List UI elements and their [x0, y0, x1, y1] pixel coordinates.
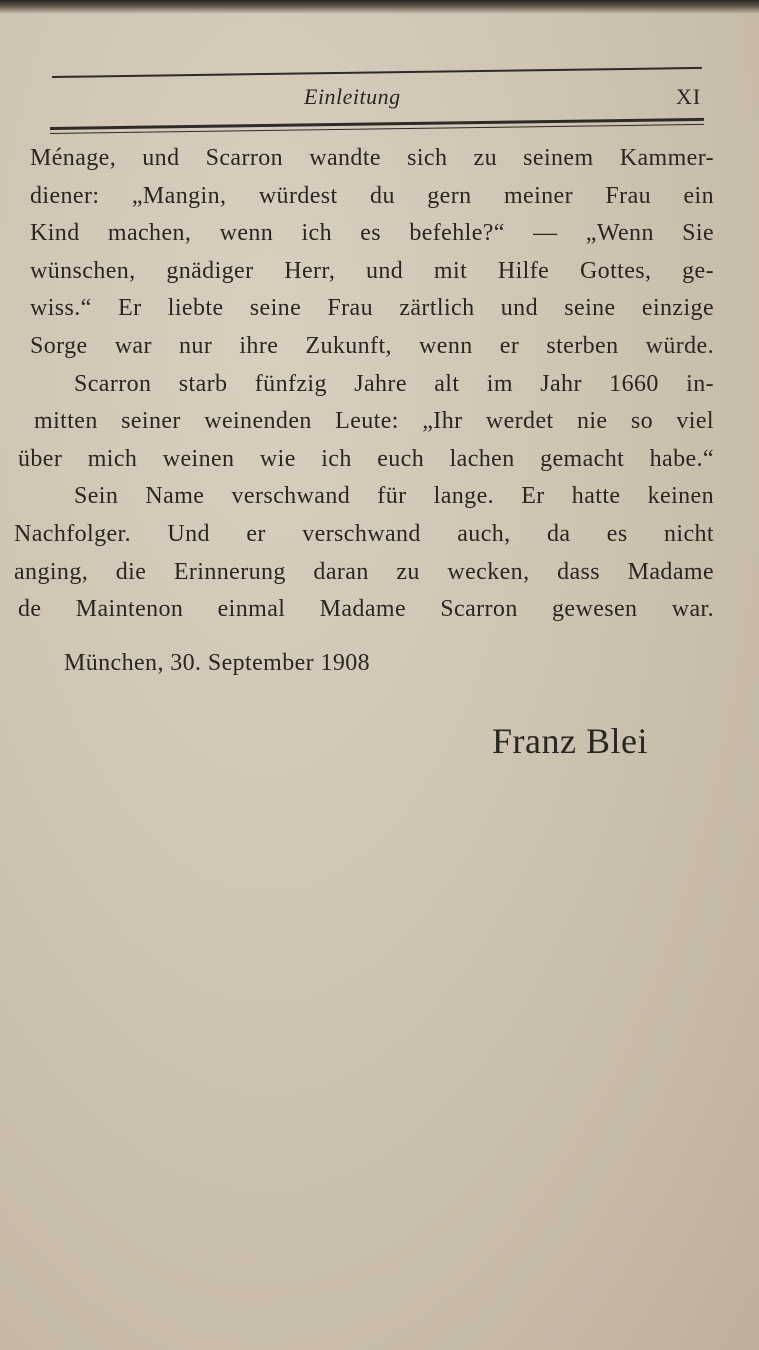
text-line: anging, die Erinnerung daran zu wecken, dass Madame	[14, 558, 714, 585]
text-line: de Maintenon einmal Madame Scarron gewesen war.	[18, 596, 714, 623]
page-top-shadow	[0, 0, 759, 14]
text-line: Scarron starb fünfzig Jahre alt im Jahr 1660 in-	[74, 370, 714, 397]
text-line: wiss.“ Er liebte seine Frau zärtlich und seine einzige	[30, 295, 714, 322]
text-line: Sein Name verschwand für lange. Er hatte keinen	[74, 483, 714, 510]
text-line: Kind machen, wenn ich es befehle?“ — „Wenn Sie	[30, 220, 714, 247]
author-signature: Franz Blei	[492, 721, 648, 761]
place-date: München, 30. September 1908	[64, 650, 371, 676]
text-line: Ménage, und Scarron wandte sich zu seinem Kammer-	[30, 145, 714, 171]
running-head: Einleitung	[304, 84, 401, 109]
page-number: XI	[676, 84, 702, 109]
text-line: über mich weinen wie ich euch lachen gemacht habe.“	[18, 445, 714, 472]
text-line: Nachfolger. Und er verschwand auch, da es nicht	[14, 520, 714, 547]
body-text	[14, 140, 714, 629]
text-line: diener: „Mangin, würdest du gern meiner Frau ein	[30, 182, 714, 209]
header-rule-top	[52, 67, 702, 78]
text-line: wünschen, gnädiger Herr, und mit Hilfe Gottes, ge-	[30, 257, 714, 284]
text-line: Sorge war nur ihre Zukunft, wenn er sterben würde.	[30, 332, 714, 359]
text-line: mitten seiner weinenden Leute: „Ihr werdet nie so viel	[34, 408, 714, 435]
